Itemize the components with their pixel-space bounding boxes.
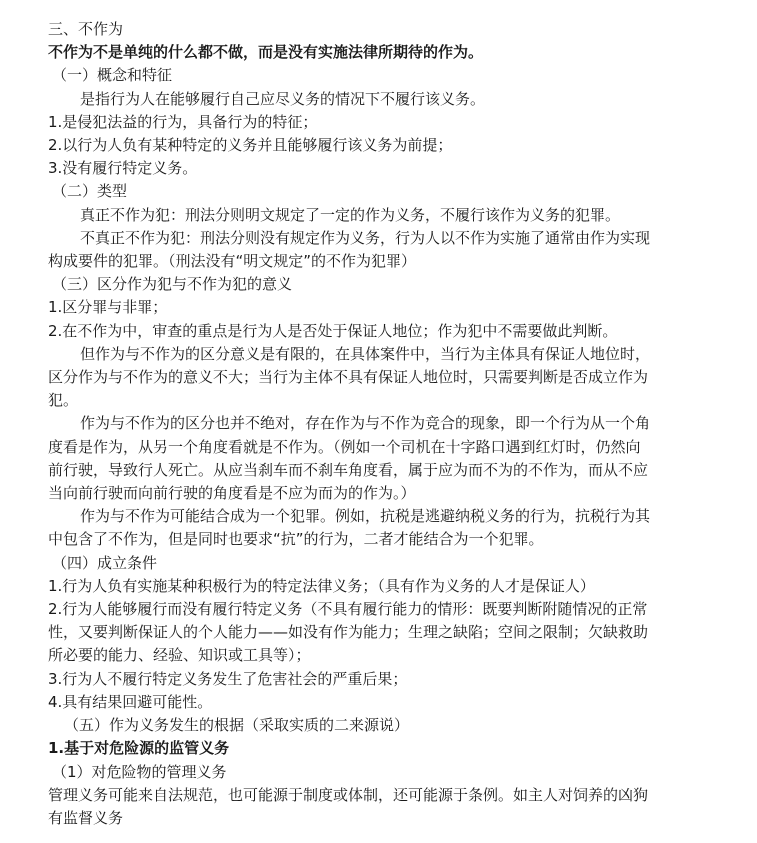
list-item: 2.在不作为中，审查的重点是行为人是否处于保证人地位；作为犯中不需要做此判断。 xyxy=(48,321,618,340)
list-item: 3.没有履行特定义务。 xyxy=(48,159,198,178)
list-item: 4.具有结果回避可能性。 xyxy=(48,692,213,711)
subheading-types: （二）类型 xyxy=(52,182,128,201)
subheading-dangerous-objects: （1）对危险物的管理义务 xyxy=(52,762,227,781)
paragraph-continuation: 中包含了不作为，但是同时也要求“抗”的行为，二者才能结合为一个犯罪。 xyxy=(48,530,544,549)
subheading-conditions: （四）成立条件 xyxy=(52,553,158,572)
paragraph: 真正不作为犯：刑法分则明文规定了一定的作为义务，不履行该作为义务的犯罪。 xyxy=(80,205,621,224)
paragraph-continuation: 犯。 xyxy=(48,391,79,410)
paragraph: 作为与不作为的区分也并不绝对，存在作为与不作为竞合的现象，即一个行为从一个角 xyxy=(80,414,651,433)
list-item: 1.区分罪与非罪； xyxy=(48,298,168,317)
paragraph: 是指行为人在能够履行自己应尽义务的情况下不履行该义务。 xyxy=(80,89,486,108)
paragraph-continuation: 有监督义务 xyxy=(48,808,124,827)
list-item: 2.行为人能够履行而没有履行特定义务（不具有履行能力的情形：既要判断附随情况的正常 xyxy=(48,600,648,619)
subheading-concept: （一）概念和特征 xyxy=(52,66,173,85)
paragraph: 作为与不作为可能结合成为一个犯罪。例如，抗税是逃避纳税义务的行为，抗税行为其 xyxy=(80,507,651,526)
subheading-duty-basis: （五）作为义务发生的根据（采取实质的二来源说） xyxy=(64,716,410,735)
section-heading: 三、不作为 xyxy=(48,20,124,38)
paragraph-continuation: 区分作为与不作为的意义不大；当行为主体不具有保证人地位时，只需要判断是否成立作为 xyxy=(48,368,649,387)
paragraph: 管理义务可能来自法规范，也可能源于制度或体制，还可能源于条例。如主人对饲养的凶狗 xyxy=(48,785,649,804)
paragraph: 但作为与不作为的区分意义是有限的，在具体案件中，当行为主体具有保证人地位时， xyxy=(80,344,651,363)
list-item: 3.行为人不履行特定义务发生了危害社会的严重后果； xyxy=(48,669,408,688)
list-item-continuation: 性，又要判断保证人的个人能力——如没有作为能力；生理之缺陷；空间之限制；欠缺救助 xyxy=(48,623,649,642)
list-item: 1.是侵犯法益的行为，具备行为的特征； xyxy=(48,112,318,131)
list-item: 1.行为人负有实施某种积极行为的特定法律义务；（具有作为义务的人才是保证人） xyxy=(48,576,595,595)
paragraph-continuation: 当向前行驶而向前行驶的角度看是不应为而为的作为。） xyxy=(48,484,416,503)
list-item: 2.以行为人负有某种特定的义务并且能够履行该义务为前提； xyxy=(48,136,453,155)
list-item-continuation: 所必要的能力、经验、知识或工具等）； xyxy=(48,646,311,665)
paragraph-continuation: 前行驶，导致行人死亡。从应当刹车而不刹车角度看，属于应为而不为的不作为，而从不应 xyxy=(48,460,649,479)
subheading-significance: （三）区分作为犯与不作为犯的意义 xyxy=(52,275,293,294)
paragraph-continuation: 度看是作为，从另一个角度看就是不作为。（例如一个司机在十字路口遇到红灯时，仍然向 xyxy=(48,437,641,456)
definition-bold: 不作为不是单纯的什么都不做，而是没有实施法律所期待的作为。 xyxy=(48,43,484,62)
paragraph: 不真正不作为犯：刑法分则没有规定作为义务，行为人以不作为实施了通常由作为实现 xyxy=(80,228,651,247)
paragraph-continuation: 构成要件的犯罪。（刑法没有“明文规定”的不作为犯罪） xyxy=(48,252,417,271)
bold-heading: 1.基于对危险源的监管义务 xyxy=(48,739,230,758)
